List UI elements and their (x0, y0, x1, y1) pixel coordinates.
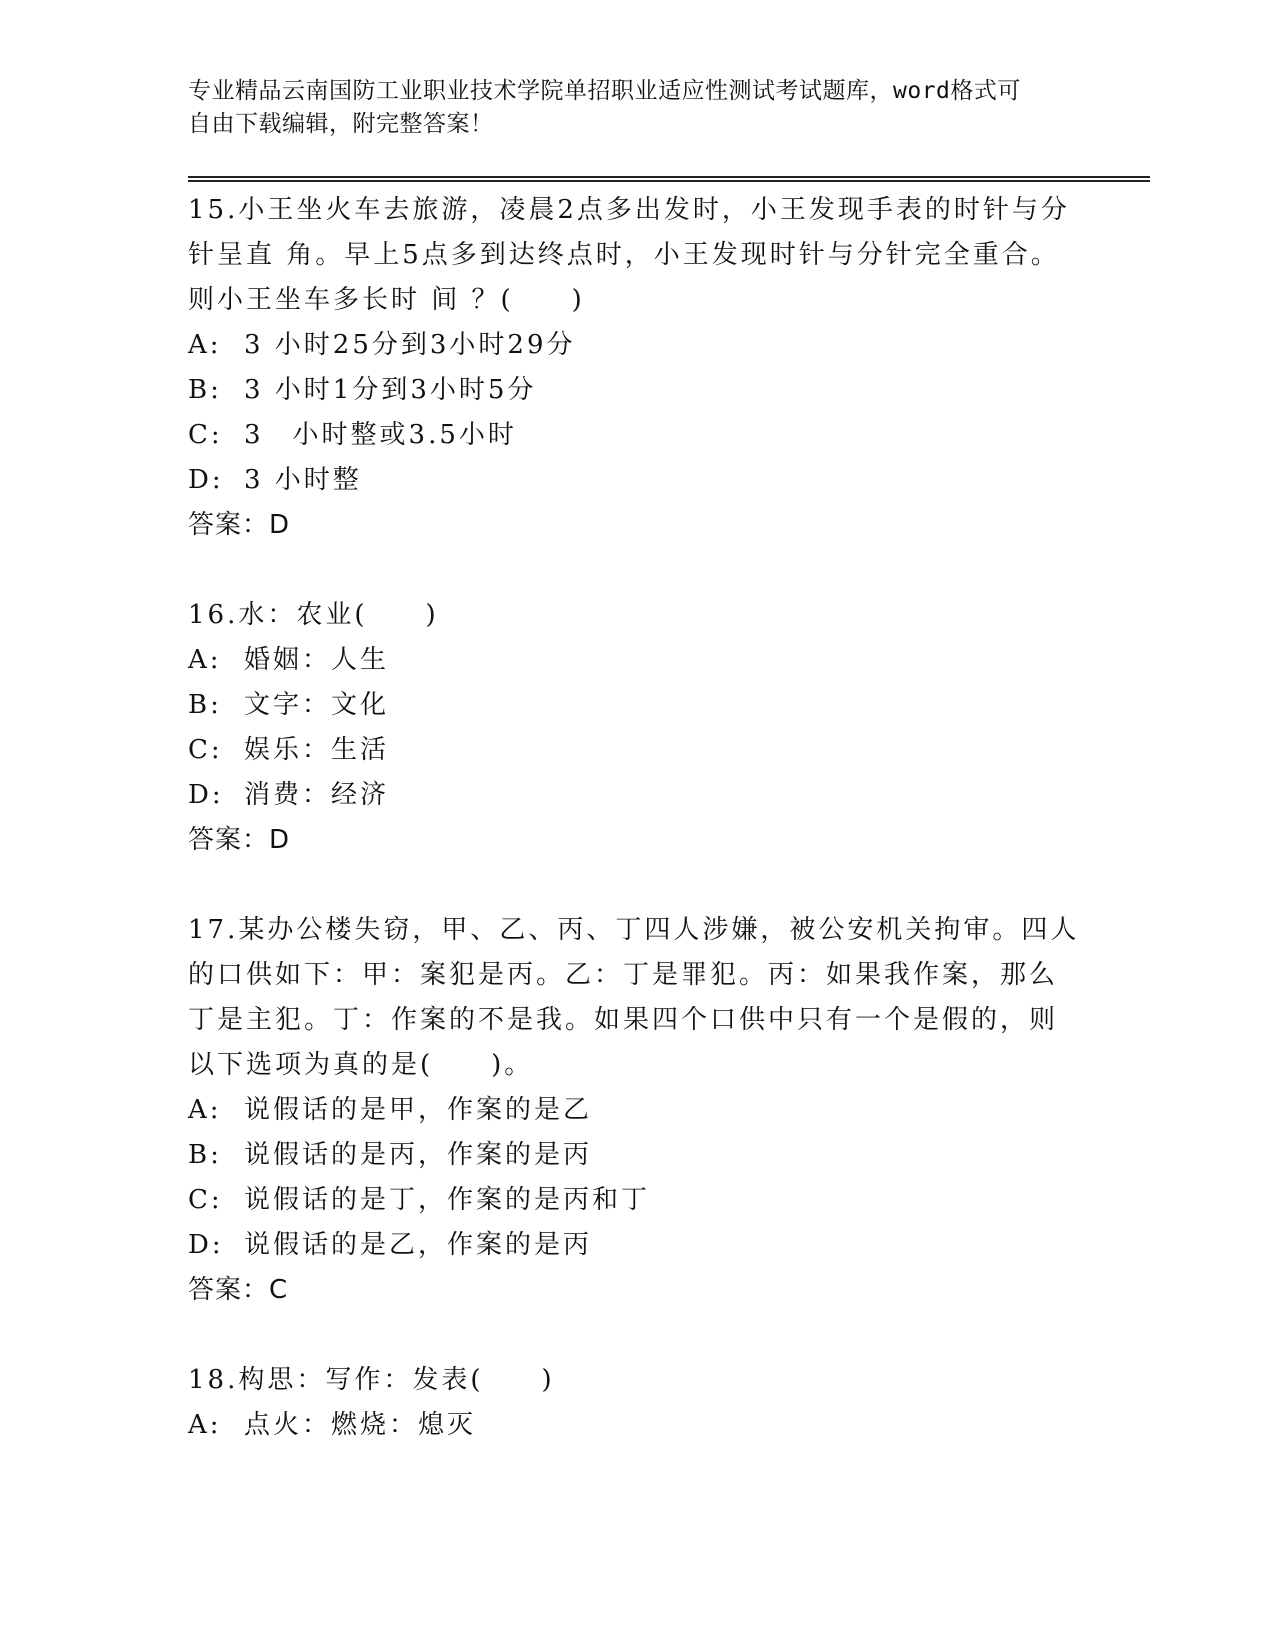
question-stem-line: 18.构思：写作：发表( ) (188, 1365, 555, 1395)
option-a (188, 1088, 1088, 1133)
header-double-rule (188, 176, 1150, 182)
question-spacer (188, 548, 1088, 593)
option-letter: B: (188, 690, 222, 720)
option-c (188, 728, 1088, 773)
question-16 (188, 593, 1088, 863)
question-stem-line: 16.水：农业( ) (188, 600, 439, 630)
header-line-2: 自由下载编辑，附完整答案！ (188, 111, 494, 137)
option-letter: A: (188, 330, 222, 360)
option-d (188, 1223, 1088, 1268)
option-text: 婚姻：人生 (244, 645, 390, 675)
option-text: 点火：燃烧：熄灭 (244, 1410, 477, 1440)
answer-line: 答案：D (188, 825, 291, 855)
question-stem-line: 17.某办公楼失窃，甲、乙、丙、丁四人涉嫌，被公安机关拘审。四人 (188, 915, 1080, 945)
option-a (188, 323, 1088, 368)
option-a (188, 638, 1088, 683)
option-letter: A: (188, 645, 222, 675)
question-18 (188, 1358, 1088, 1448)
answer-line: 答案：C (188, 1275, 289, 1305)
option-text: 3 小时1分到3小时5分 (244, 375, 537, 405)
option-a (188, 1403, 1088, 1448)
option-text: 3 小时整或3.5小时 (244, 420, 517, 450)
option-b (188, 1133, 1088, 1178)
option-c (188, 1178, 1088, 1223)
option-text: 3 小时整 (244, 465, 362, 495)
option-d (188, 773, 1088, 818)
answer-line: 答案：D (188, 510, 291, 540)
option-text: 说假话的是乙，作案的是丙 (244, 1230, 593, 1260)
option-letter: D: (188, 1230, 224, 1260)
question-stem-line: 针呈直 角。早上5点多到达终点时，小王发现时针与分针完全重合。 (188, 240, 1060, 270)
question-stem-line: 则小王坐车多长时 间 ？( ) (188, 285, 585, 315)
option-letter: D: (188, 465, 224, 495)
question-stem-line: 丁是主犯。丁：作案的不是我。如果四个口供中只有一个是假的，则 (188, 1005, 1059, 1035)
document-header (188, 75, 1068, 141)
option-text: 说假话的是丁，作案的是丙和丁 (244, 1185, 651, 1215)
question-spacer (188, 1313, 1088, 1358)
option-letter: B: (188, 375, 222, 405)
question-15 (188, 188, 1088, 548)
option-letter: D: (188, 780, 224, 810)
question-stem-line: 的口供如下：甲：案犯是丙。乙：丁是罪犯。丙：如果我作案，那么 (188, 960, 1059, 990)
option-b (188, 368, 1088, 413)
option-text: 说假话的是丙，作案的是丙 (244, 1140, 593, 1170)
option-letter: A: (188, 1095, 222, 1125)
option-text: 3 小时25分到3小时29分 (244, 330, 576, 360)
header-line-1: 专业精品云南国防工业职业技术学院单招职业适应性测试考试题库，word格式可 (188, 78, 1021, 104)
option-letter: A: (188, 1410, 222, 1440)
question-spacer (188, 863, 1088, 908)
option-c (188, 413, 1088, 458)
option-letter: C: (188, 1185, 223, 1215)
question-stem-line: 以下选项为真的是( )。 (188, 1050, 534, 1080)
option-text: 娱乐：生活 (244, 735, 390, 765)
option-letter: C: (188, 420, 223, 450)
option-d (188, 458, 1088, 503)
option-text: 文字：文化 (244, 690, 390, 720)
question-stem-line: 15.小王坐火车去旅游，凌晨2点多出发时，小王发现手表的时针与分 (188, 195, 1070, 225)
option-b (188, 683, 1088, 728)
option-letter: B: (188, 1140, 222, 1170)
option-text: 说假话的是甲，作案的是乙 (244, 1095, 593, 1125)
question-list (188, 188, 1088, 1448)
option-text: 消费：经济 (244, 780, 390, 810)
option-letter: C: (188, 735, 223, 765)
question-17 (188, 908, 1088, 1313)
